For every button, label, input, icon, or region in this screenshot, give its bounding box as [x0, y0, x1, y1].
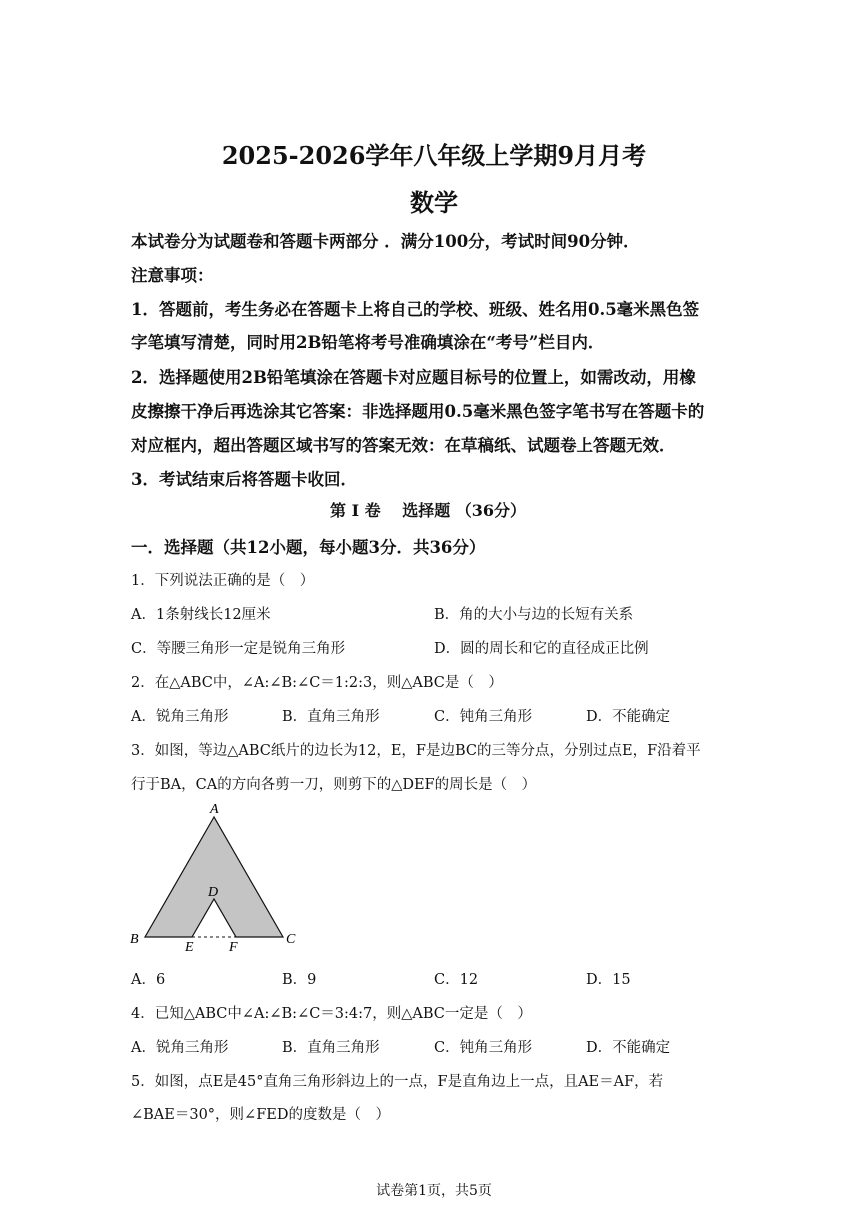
q4-option-a: A．锐角三角形 [131, 1040, 229, 1056]
label-a: A [210, 802, 219, 817]
label-b: B [130, 932, 139, 947]
subject-title: 数学 [410, 188, 458, 217]
notice-item-3: 3．考试结束后将答题卡收回． [131, 470, 357, 489]
notice-item-2-line-1: 2．选择题使用2B铅笔填涂在答题卡对应题目标号的位置上，如需改动，用橡 [131, 368, 696, 387]
q3-option-c: C．12 [434, 972, 479, 988]
q1-option-a: A．1条射线长12厘米 [131, 607, 271, 623]
q3-option-b: B．9 [282, 972, 317, 988]
q3-option-d: D．15 [586, 972, 631, 988]
q3-triangle-figure [126, 800, 306, 955]
q1-stem: 1．下列说法正确的是（ ） [131, 573, 315, 589]
q1-option-d: D．圆的周长和它的直径成正比例 [434, 641, 649, 657]
part-title: 一．选择题（共12小题，每小题3分．共36分） [131, 538, 486, 557]
q2-option-c: C．钝角三角形 [434, 709, 533, 725]
notice-item-2-line-2: 皮擦擦干净后再选涂其它答案：非选择题用0.5毫米黑色签字笔书写在答题卡的 [131, 402, 705, 421]
q5-line-2: ∠BAE＝30°，则∠FED的度数是（ ） [131, 1107, 390, 1123]
q1-option-c: C．等腰三角形一定是锐角三角形 [131, 641, 346, 657]
label-f: F [229, 940, 238, 955]
notice-title: 注意事项： [131, 266, 214, 285]
page-footer: 试卷第1页，共5页 [376, 1183, 492, 1199]
q4-option-c: C．钝角三角形 [434, 1040, 533, 1056]
q2-option-b: B．直角三角形 [282, 709, 380, 725]
q2-option-d: D．不能确定 [586, 709, 671, 725]
notice-item-2-line-3: 对应框内，超出答题区域书写的答案无效：在草稿纸、试题卷上答题无效． [131, 436, 676, 455]
label-d: D [208, 885, 219, 900]
section-title: 第 I 卷 选择题 （36分） [330, 501, 527, 520]
q4-option-d: D．不能确定 [586, 1040, 671, 1056]
notice-item-1-line-1: 1．答题前，考生务必在答题卡上将自己的学校、班级、姓名用0.5毫米黑色签 [131, 300, 700, 319]
q5-line-1: 5．如图，点E是45°直角三角形斜边上的一点，F是直角边上一点，且AE＝AF，若 [131, 1074, 664, 1090]
label-e: E [185, 940, 194, 955]
label-c: C [286, 932, 296, 947]
q3-option-a: A．6 [131, 972, 166, 988]
q3-line-1: 3．如图，等边△ABC纸片的边长为12，E，F是边BC的三等分点，分别过点E，F沿着平 [131, 743, 701, 759]
q1-option-b: B．角的大小与边的长短有关系 [434, 607, 634, 623]
intro-text: 本试卷分为试题卷和答题卡两部分 ．满分100分，考试时间90分钟． [131, 232, 640, 251]
q4-stem: 4．已知△ABC中∠A:∠B:∠C＝3:4:7，则△ABC一定是（ ） [131, 1006, 532, 1022]
q4-option-b: B．直角三角形 [282, 1040, 380, 1056]
exam-title: 2025-2026学年八年级上学期9月月考 [221, 141, 647, 170]
q2-stem: 2．在△ABC中，∠A:∠B:∠C＝1:2:3，则△ABC是（ ） [131, 675, 503, 691]
notice-item-1-line-2: 字笔填写清楚，同时用2B铅笔将考号准确填涂在“考号”栏目内． [131, 333, 605, 352]
q3-line-2: 行于BA，CA的方向各剪一刀，则剪下的△DEF的周长是（ ） [131, 777, 537, 793]
q2-option-a: A．锐角三角形 [131, 709, 229, 725]
shaded-region [145, 817, 283, 937]
